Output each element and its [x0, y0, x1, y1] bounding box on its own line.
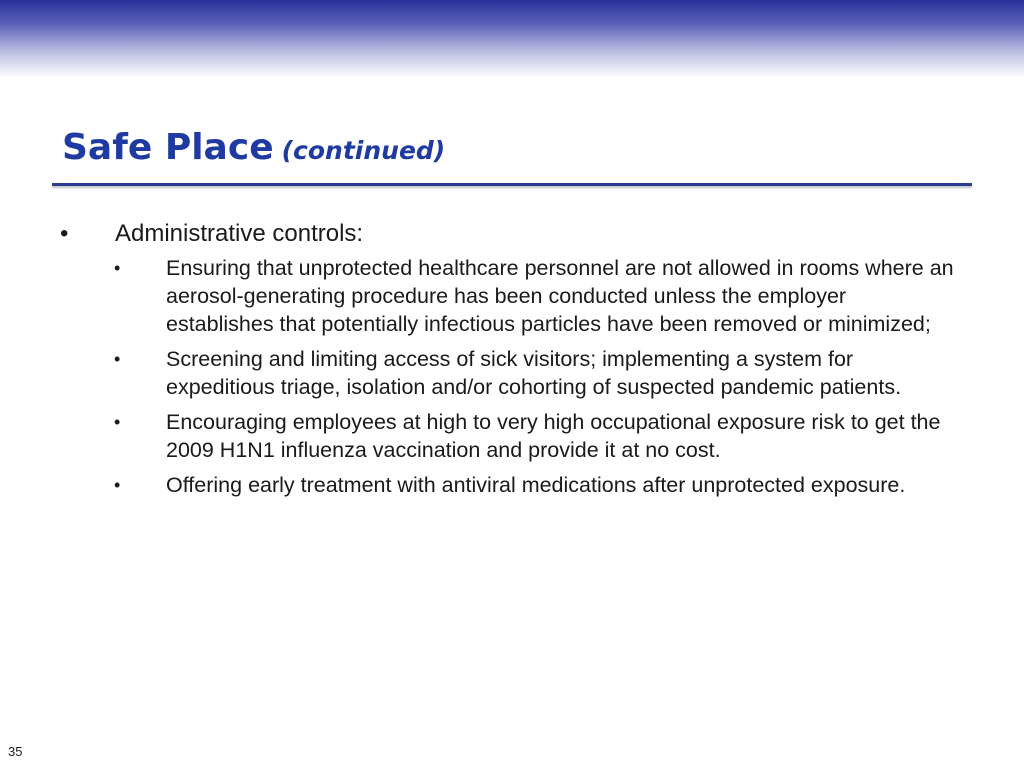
- sub-bullet-list: [112, 254, 958, 499]
- sub-bullet-item: [112, 471, 958, 499]
- sub-bullet-text: Encouraging employees at high to very high occupational exposure risk to get the 2009 H1N1 influenza vaccination and provide it at no cost.: [166, 410, 941, 462]
- bullet-level1-text: Administrative controls:: [115, 220, 364, 247]
- header-gradient-band: [0, 0, 1024, 78]
- bullet-glyph: •: [114, 475, 121, 495]
- slide-title: [62, 128, 445, 168]
- slide-title-suffix: (continued): [281, 136, 446, 165]
- sub-bullet-item: [112, 408, 958, 464]
- sub-bullet-text: Screening and limiting access of sick visitors; implementing a system for expeditious triage, isolation and/or cohorting of suspected pandemic patients.: [166, 347, 902, 399]
- sub-bullet-text: Ensuring that unprotected healthcare personnel are not allowed in rooms where an aerosol-generating procedure has been conducted unless the employer establishes that potentially infectious particles have been removed or minimized;: [166, 256, 954, 336]
- sub-bullet-item: [112, 254, 958, 338]
- sub-bullet-item: [112, 345, 958, 401]
- page-number: 35: [8, 744, 23, 759]
- bullet-glyph: •: [114, 349, 121, 369]
- slide-body: [58, 220, 958, 506]
- sub-bullet-text: Offering early treatment with antiviral medications after unprotected exposure.: [166, 473, 906, 497]
- slide-title-main: Safe Place: [62, 127, 274, 168]
- bullet-glyph: •: [60, 220, 69, 247]
- title-underline: [52, 183, 972, 186]
- bullet-glyph: •: [114, 258, 121, 278]
- bullet-level1: [58, 220, 958, 248]
- bullet-glyph: •: [114, 412, 121, 432]
